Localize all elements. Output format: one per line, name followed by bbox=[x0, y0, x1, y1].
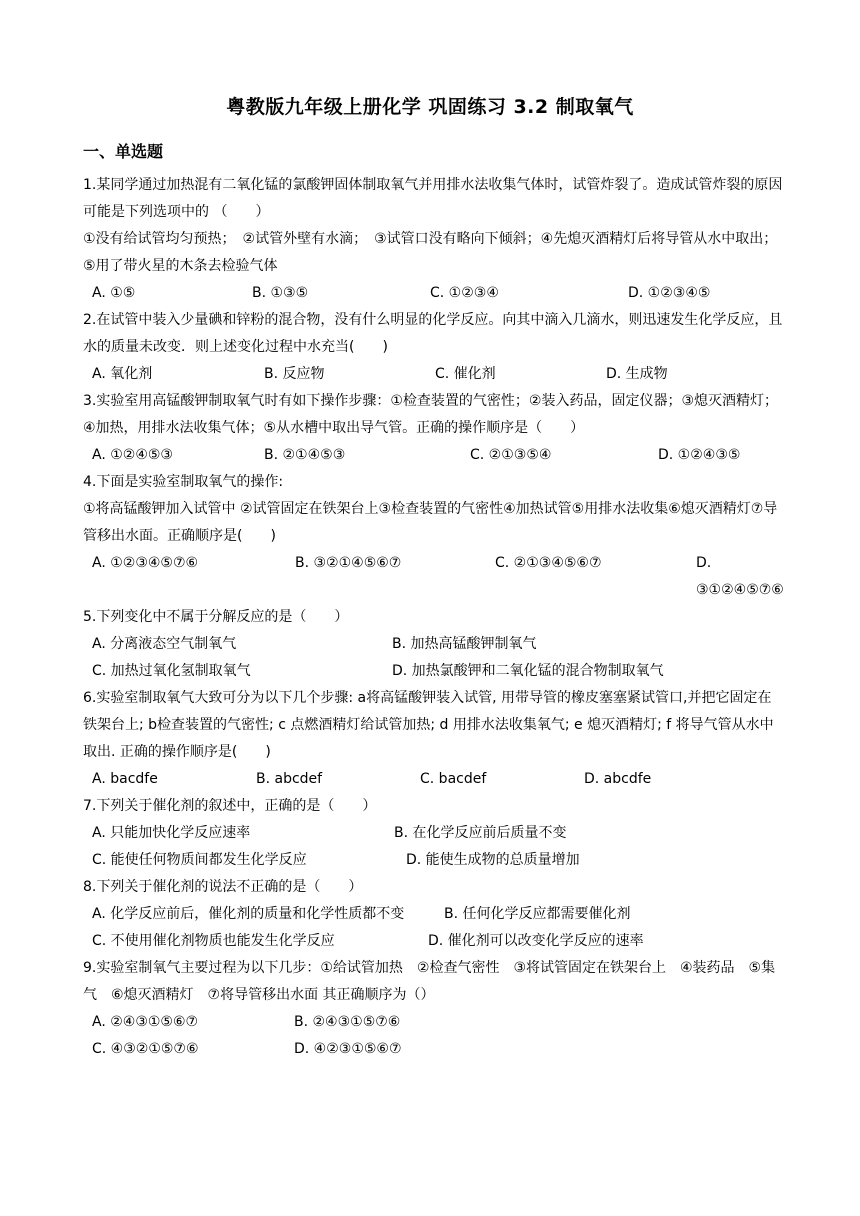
options-row bbox=[92, 550, 792, 604]
option-a[interactable]: A. ①②③④⑤⑦⑥ bbox=[92, 555, 199, 571]
options-row bbox=[92, 442, 792, 469]
option-b[interactable]: B. 加热高锰酸钾制氧气 bbox=[392, 636, 537, 652]
option-d[interactable]: D. 催化剂可以改变化学反应的速率 bbox=[428, 933, 644, 949]
options-row bbox=[92, 280, 792, 307]
option-a[interactable]: A. bacdfe bbox=[92, 771, 158, 787]
options-row bbox=[92, 1036, 792, 1063]
question-stem: 3.实验室用高锰酸钾制取氧气时有如下操作步骤：①检查装置的气密性；②装入药品，固定仪器；③熄灭酒精灯；④加热，用排水法收集气体；⑤从水槽中取出导气管。正确的操作顺序是（ ） bbox=[83, 393, 779, 436]
question-stem: 2.在试管中装入少量碘和锌粉的混合物，没有什么明显的化学反应。向其中滴入几滴水，则迅速发生化学反应，且水的质量未改变．则上述变化过程中水充当( ) bbox=[83, 312, 783, 355]
question-stem: 5.下列变化中不属于分解反应的是（ ） bbox=[83, 609, 349, 625]
option-a[interactable]: A. ①②④⑤③ bbox=[92, 447, 173, 463]
options-row bbox=[92, 361, 792, 388]
option-a[interactable]: A. 氧化剂 bbox=[92, 366, 153, 382]
option-a[interactable]: A. 化学反应前后，催化剂的质量和化学性质都不变 bbox=[92, 906, 405, 922]
option-b[interactable]: B. ③②①④⑤⑥⑦ bbox=[295, 555, 402, 571]
option-c[interactable]: C. ②①③⑤④ bbox=[470, 447, 552, 463]
option-c[interactable]: C. 催化剂 bbox=[435, 366, 496, 382]
option-c[interactable]: C. ①②③④ bbox=[430, 285, 499, 301]
option-a[interactable]: A. ②④③①⑤⑥⑦ bbox=[92, 1014, 199, 1030]
options-row bbox=[92, 928, 792, 955]
question-stem: 8.下列关于催化剂的说法不正确的是（ ） bbox=[83, 879, 363, 895]
options-row bbox=[92, 1009, 792, 1036]
options-row bbox=[92, 820, 792, 847]
options-row bbox=[92, 658, 792, 685]
option-c[interactable]: C. bacdef bbox=[420, 771, 487, 787]
section-heading: 一、单选题 bbox=[83, 142, 164, 161]
question-detail: ①没有给试管均匀预热； ②试管外壁有水滴； ③试管口没有略向下倾斜；④先熄灭酒精灯后将导管从水中取出； ⑤用了带火星的木条去检验气体 bbox=[83, 231, 785, 274]
page-title: 粤教版九年级上册化学 巩固练习 3.2 制取氧气 bbox=[226, 96, 634, 118]
option-b[interactable]: B. ②①④⑤③ bbox=[264, 447, 346, 463]
option-d[interactable]: D. 生成物 bbox=[606, 366, 668, 382]
question-detail: ①将高锰酸钾加入试管中 ②试管固定在铁架台上③检查装置的气密性④加热试管⑤用排水法收集⑥熄灭酒精灯⑦导管移出水面。正确顺序是( ) bbox=[83, 501, 778, 544]
options-row bbox=[92, 766, 792, 793]
options-row bbox=[92, 847, 792, 874]
option-d[interactable]: D. ④②③①⑤⑥⑦ bbox=[294, 1041, 402, 1057]
option-d[interactable]: D. ①②③④⑤ bbox=[628, 285, 711, 301]
option-c[interactable]: C. 能使任何物质间都发生化学反应 bbox=[92, 852, 307, 868]
question-stem: 1.某同学通过加热混有二氧化锰的氯酸钾固体制取氧气并用排水法收集气体时，试管炸裂了。造成试管炸裂的原因可能是下列选项中的 （ ） bbox=[83, 177, 783, 220]
option-d[interactable]: D. 加热氯酸钾和二氧化锰的混合物制取氧气 bbox=[392, 663, 664, 679]
option-d[interactable]: D. ③①②④⑤⑦⑥ bbox=[696, 555, 784, 598]
option-a[interactable]: A. 分离液态空气制氧气 bbox=[92, 636, 237, 652]
option-b[interactable]: B. 反应物 bbox=[264, 366, 325, 382]
options-row bbox=[92, 901, 792, 928]
option-d[interactable]: D. abcdfe bbox=[584, 771, 652, 787]
option-d[interactable]: D. ①②④③⑤ bbox=[658, 447, 741, 463]
option-c[interactable]: C. ④③②①⑤⑦⑥ bbox=[92, 1041, 199, 1057]
option-b[interactable]: B. 在化学反应前后质量不变 bbox=[394, 825, 567, 841]
option-b[interactable]: B. 任何化学反应都需要催化剂 bbox=[444, 906, 631, 922]
option-a[interactable]: A. ①⑤ bbox=[92, 285, 136, 301]
option-b[interactable]: B. ①③⑤ bbox=[252, 285, 309, 301]
option-b[interactable]: B. abcdef bbox=[256, 771, 323, 787]
question-stem: 7.下列关于催化剂的叙述中，正确的是（ ） bbox=[83, 798, 377, 814]
option-c[interactable]: C. 加热过氧化氢制取氧气 bbox=[92, 663, 251, 679]
options-row bbox=[92, 631, 792, 658]
question-stem: 6.实验室制取氧气大致可分为以下几个步骤: a将高锰酸钾装入试管, 用带导管的橡皮塞塞紧试管口,并把它固定在铁架台上; b检查装置的气密性; c 点燃酒精灯给试管加热; d 用排水法收集氧气; e 熄灭酒精灯; f 将导气管从水中取出. 正确的操作顺序是( ) bbox=[83, 690, 774, 760]
option-c[interactable]: C. 不使用催化剂物质也能发生化学反应 bbox=[92, 933, 335, 949]
option-a[interactable]: A. 只能加快化学反应速率 bbox=[92, 825, 251, 841]
option-d[interactable]: D. 能使生成物的总质量增加 bbox=[406, 852, 580, 868]
question-stem: 9.实验室制氧气主要过程为以下几步：①给试管加热 ②检查气密性 ③将试管固定在铁架台上 ④装药品 ⑤集气 ⑥熄灭酒精灯 ⑦将导管移出水面 其正确顺序为（） bbox=[83, 960, 776, 1003]
option-c[interactable]: C. ②①③④⑤⑥⑦ bbox=[495, 555, 602, 571]
option-b[interactable]: B. ②④③①⑤⑦⑥ bbox=[294, 1014, 401, 1030]
question-stem: 4.下面是实验室制取氧气的操作: bbox=[83, 474, 284, 490]
